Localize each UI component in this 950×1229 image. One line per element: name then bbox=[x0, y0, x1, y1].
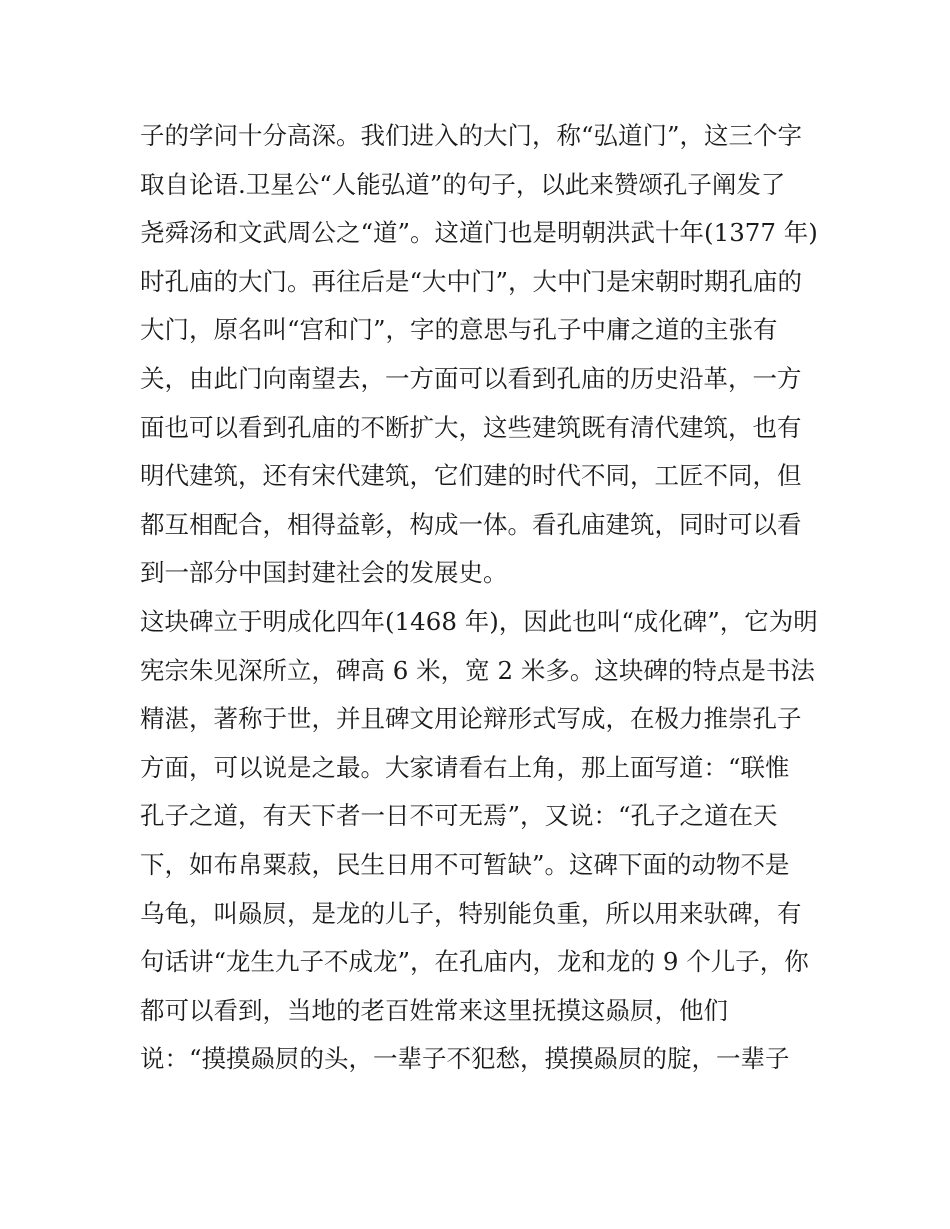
text-line: 时孔庙的大门。再往后是“大中门”，大中门是宋朝时期孔庙的 bbox=[140, 266, 803, 296]
text-line: 精湛，著称于世，并且碑文用论辩形式写成，在极力推崇孔子 bbox=[140, 704, 802, 734]
text-line: 尧舜汤和文武周公之“道”。这道门也是明朝洪武十年(1377 年) bbox=[140, 218, 818, 248]
text-line: 都互相配合，相得益彰，构成一体。看孔庙建筑，同时可以看 bbox=[140, 509, 802, 539]
text-line: 宪宗朱见深所立，碑高 6 米，宽 2 米多。这块碑的特点是书法 bbox=[140, 655, 815, 685]
text-line: 说：“摸摸赑屃的头，一辈子不犯愁，摸摸赑屃的腚，一辈子 bbox=[140, 1044, 790, 1074]
text-line: 关，由此门向南望去，一方面可以看到孔庙的历史沿革，一方 bbox=[140, 363, 802, 393]
text-line: 下，如布帛粟菽，民生日用不可暂缺”。这碑下面的动物不是 bbox=[140, 849, 790, 879]
text-line: 面也可以看到孔庙的不断扩大，这些建筑既有清代建筑，也有 bbox=[140, 412, 802, 442]
text-line: 乌龟，叫赑屃，是龙的儿子，特别能负重，所以用来驮碑，有 bbox=[140, 898, 802, 928]
text-line: 明代建筑，还有宋代建筑，它们建的时代不同，工匠不同，但 bbox=[140, 461, 802, 491]
text-line: 子的学问十分高深。我们进入的大门，称“弘道门”，这三个字 bbox=[140, 121, 803, 150]
text-line: 都可以看到，当地的老百姓常来这里抚摸这赑屃，他们 bbox=[140, 995, 728, 1025]
text-line: 大门，原名叫“宫和门”，字的意思与孔子中庸之道的主张有 bbox=[140, 315, 778, 345]
text-line: 取自论语.卫星公“人能弘道”的句子，以此来赞颂孔子阐发了 bbox=[140, 169, 786, 199]
text-line: 句话讲“龙生九子不成龙”，在孔庙内，龙和龙的 9 个儿子，你 bbox=[140, 947, 809, 977]
text-line: 方面，可以说是之最。大家请看右上角，那上面写道：“联惟 bbox=[140, 752, 790, 782]
text-line: 孔子之道，有天下者一日不可无焉”，又说：“孔子之道在天 bbox=[140, 801, 778, 831]
text-line: 这块碑立于明成化四年(1468 年)，因此也叫“成化碑”，它为明 bbox=[140, 606, 818, 636]
text-line: 到一部分中国封建社会的发展史。 bbox=[140, 558, 508, 588]
body-text bbox=[140, 112, 820, 1084]
